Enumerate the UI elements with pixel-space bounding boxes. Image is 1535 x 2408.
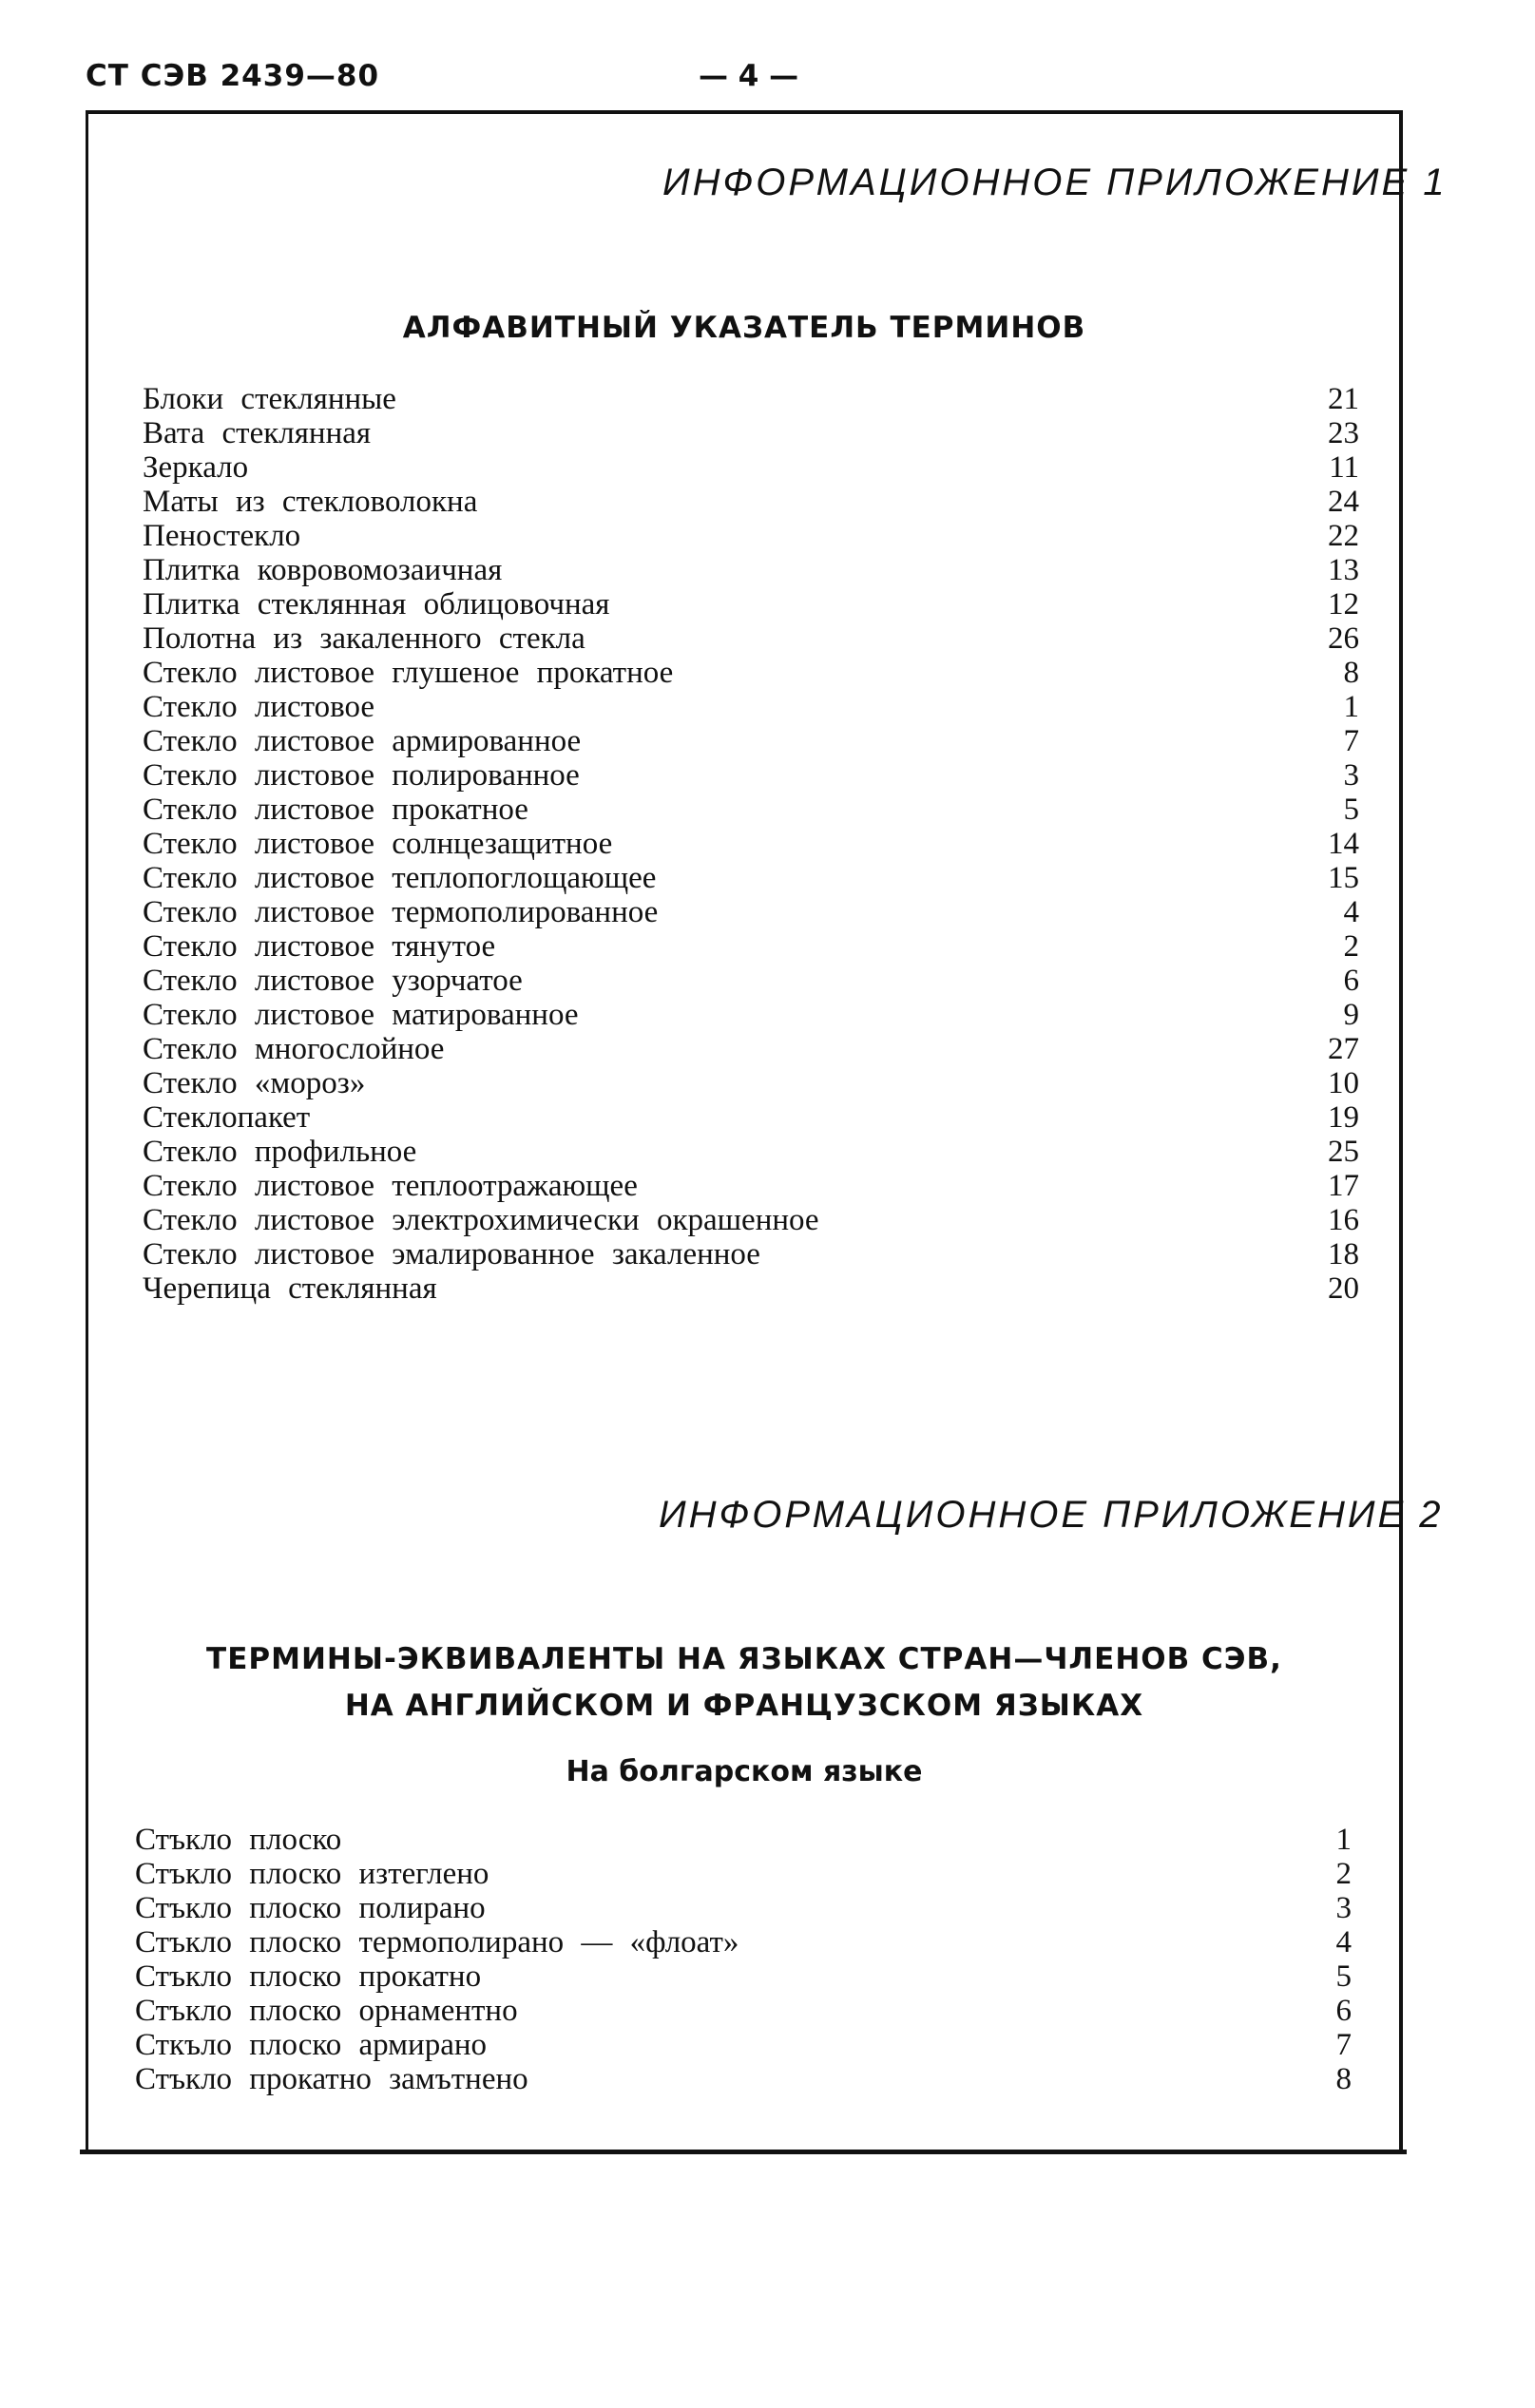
term-number: 20	[1328, 1271, 1359, 1306]
term: Стеклопакет	[143, 1100, 311, 1135]
appendix-1-label: ИНФОРМАЦИОННОЕ ПРИЛОЖЕНИЕ 1	[662, 162, 1448, 203]
term-number: 23	[1328, 416, 1359, 450]
list-item	[143, 1032, 1359, 1066]
term-number: 1	[1335, 1823, 1352, 1857]
list-item	[143, 1271, 1359, 1306]
term: Стекло листовое термополированное	[143, 895, 659, 929]
term: Стекло профильное	[143, 1135, 417, 1169]
term-number: 1	[1343, 690, 1359, 724]
term-number: 6	[1335, 1994, 1352, 2028]
term: Стъкло плоско прокатно	[135, 1959, 482, 1994]
page-number: — 4 —	[699, 59, 799, 93]
term-number: 6	[1343, 964, 1359, 998]
term-number: 8	[1335, 2062, 1352, 2096]
term: Стекло листовое	[143, 690, 375, 724]
appendix-1-heading: АЛФАВИТНЫЙ УКАЗАТЕЛЬ ТЕРМИНОВ	[402, 311, 1086, 345]
bulgarian-terms-list	[135, 1823, 1352, 2096]
list-item	[143, 450, 1359, 485]
list-item	[135, 1857, 1352, 1891]
list-item	[143, 690, 1359, 724]
list-item	[143, 1135, 1359, 1169]
list-item	[135, 1823, 1352, 1857]
list-item	[143, 827, 1359, 861]
list-item	[143, 895, 1359, 929]
term-number: 14	[1328, 827, 1359, 861]
term-number: 24	[1328, 485, 1359, 519]
term-number: 5	[1343, 793, 1359, 827]
term-number: 16	[1328, 1203, 1359, 1237]
term-number: 5	[1335, 1959, 1352, 1994]
list-item	[143, 998, 1359, 1032]
term: Стекло «мороз»	[143, 1066, 366, 1100]
term-number: 13	[1328, 553, 1359, 587]
term-number: 10	[1328, 1066, 1359, 1100]
term-number: 3	[1335, 1891, 1352, 1925]
list-item	[143, 416, 1359, 450]
term-number: 19	[1328, 1100, 1359, 1135]
term: Черепица стеклянная	[143, 1271, 437, 1306]
page-header	[86, 59, 1397, 106]
term: Стекло листовое прокатное	[143, 793, 528, 827]
list-item	[143, 1100, 1359, 1135]
standard-code: СТ СЭВ 2439—80	[86, 59, 380, 93]
term-number: 22	[1328, 519, 1359, 553]
term: Стъкло плоско изтеглено	[135, 1857, 489, 1891]
term-number: 9	[1343, 998, 1359, 1032]
list-item	[143, 1237, 1359, 1271]
term: Стъкло плоско	[135, 1823, 342, 1857]
term: Стекло листовое узорчатое	[143, 964, 523, 998]
term: Маты из стекловолокна	[143, 485, 478, 519]
list-item	[143, 724, 1359, 758]
term-number: 4	[1335, 1925, 1352, 1959]
term-number: 17	[1328, 1169, 1359, 1203]
term: Стъкло плоско полирано	[135, 1891, 486, 1925]
term-number: 7	[1343, 724, 1359, 758]
list-item	[143, 382, 1359, 416]
list-item	[143, 793, 1359, 827]
term: Пеностекло	[143, 519, 301, 553]
list-item	[135, 1891, 1352, 1925]
term-number: 4	[1343, 895, 1359, 929]
bulgarian-subheading: На болгарском языке	[566, 1755, 923, 1788]
term-number: 11	[1329, 450, 1359, 485]
term-number: 18	[1328, 1237, 1359, 1271]
term: Стъкло прокатно замътнено	[135, 2062, 528, 2096]
list-item	[143, 553, 1359, 587]
term: Стекло листовое матированное	[143, 998, 579, 1032]
appendix-2-heading-line-1: ТЕРМИНЫ-ЭКВИВАЛЕНТЫ НА ЯЗЫКАХ СТРАН—ЧЛЕНОВ СЭВ,	[206, 1642, 1282, 1676]
term: Стекло листовое тянутое	[143, 929, 496, 964]
appendix-2-label: ИНФОРМАЦИОННОЕ ПРИЛОЖЕНИЕ 2	[659, 1494, 1444, 1536]
term-number: 26	[1328, 621, 1359, 656]
term-number: 3	[1343, 758, 1359, 793]
term-number: 15	[1328, 861, 1359, 895]
term-number: 8	[1343, 656, 1359, 690]
list-item	[143, 621, 1359, 656]
list-item	[143, 656, 1359, 690]
term: Плитка ковровомозаичная	[143, 553, 503, 587]
alphabetical-index	[143, 382, 1359, 1306]
list-item	[143, 1203, 1359, 1237]
term-number: 2	[1335, 1857, 1352, 1891]
list-item	[135, 2062, 1352, 2096]
list-item	[143, 485, 1359, 519]
list-item	[143, 929, 1359, 964]
term-number: 25	[1328, 1135, 1359, 1169]
appendix-2-heading-line-2: НА АНГЛИЙСКОМ И ФРАНЦУЗСКОМ ЯЗЫКАХ	[344, 1689, 1144, 1723]
list-item	[143, 1066, 1359, 1100]
bottom-rule	[80, 2150, 1407, 2154]
term: Полотна из закаленного стекла	[143, 621, 585, 656]
list-item	[143, 587, 1359, 621]
list-item	[143, 1169, 1359, 1203]
term: Стекло листовое глушеное прокатное	[143, 656, 674, 690]
list-item	[143, 964, 1359, 998]
term: Блоки стеклянные	[143, 382, 396, 416]
list-item	[143, 861, 1359, 895]
term: Стъкло плоско термополирано — «флоат»	[135, 1925, 739, 1959]
list-item	[135, 2028, 1352, 2062]
term-number: 21	[1328, 382, 1359, 416]
term: Стекло листовое электрохимически окрашенное	[143, 1203, 819, 1237]
term: Вата стеклянная	[143, 416, 372, 450]
term: Стекло листовое полированное	[143, 758, 580, 793]
list-item	[143, 758, 1359, 793]
list-item	[135, 1925, 1352, 1959]
term: Стекло листовое солнцезащитное	[143, 827, 613, 861]
term: Стъкло плоско орнаментно	[135, 1994, 518, 2028]
list-item	[143, 519, 1359, 553]
term: Стекло листовое теплоотражающее	[143, 1169, 638, 1203]
term-number: 2	[1343, 929, 1359, 964]
term: Стекло листовое теплопоглощающее	[143, 861, 657, 895]
term: Стекло листовое эмалированное закаленное	[143, 1237, 760, 1271]
term: Плитка стеклянная облицовочная	[143, 587, 610, 621]
term: Сткъло плоско армирано	[135, 2028, 488, 2062]
term-number: 7	[1335, 2028, 1352, 2062]
term: Стекло листовое армированное	[143, 724, 582, 758]
term: Зеркало	[143, 450, 249, 485]
term: Стекло многослойное	[143, 1032, 445, 1066]
term-number: 12	[1328, 587, 1359, 621]
term-number: 27	[1328, 1032, 1359, 1066]
list-item	[135, 1959, 1352, 1994]
list-item	[135, 1994, 1352, 2028]
